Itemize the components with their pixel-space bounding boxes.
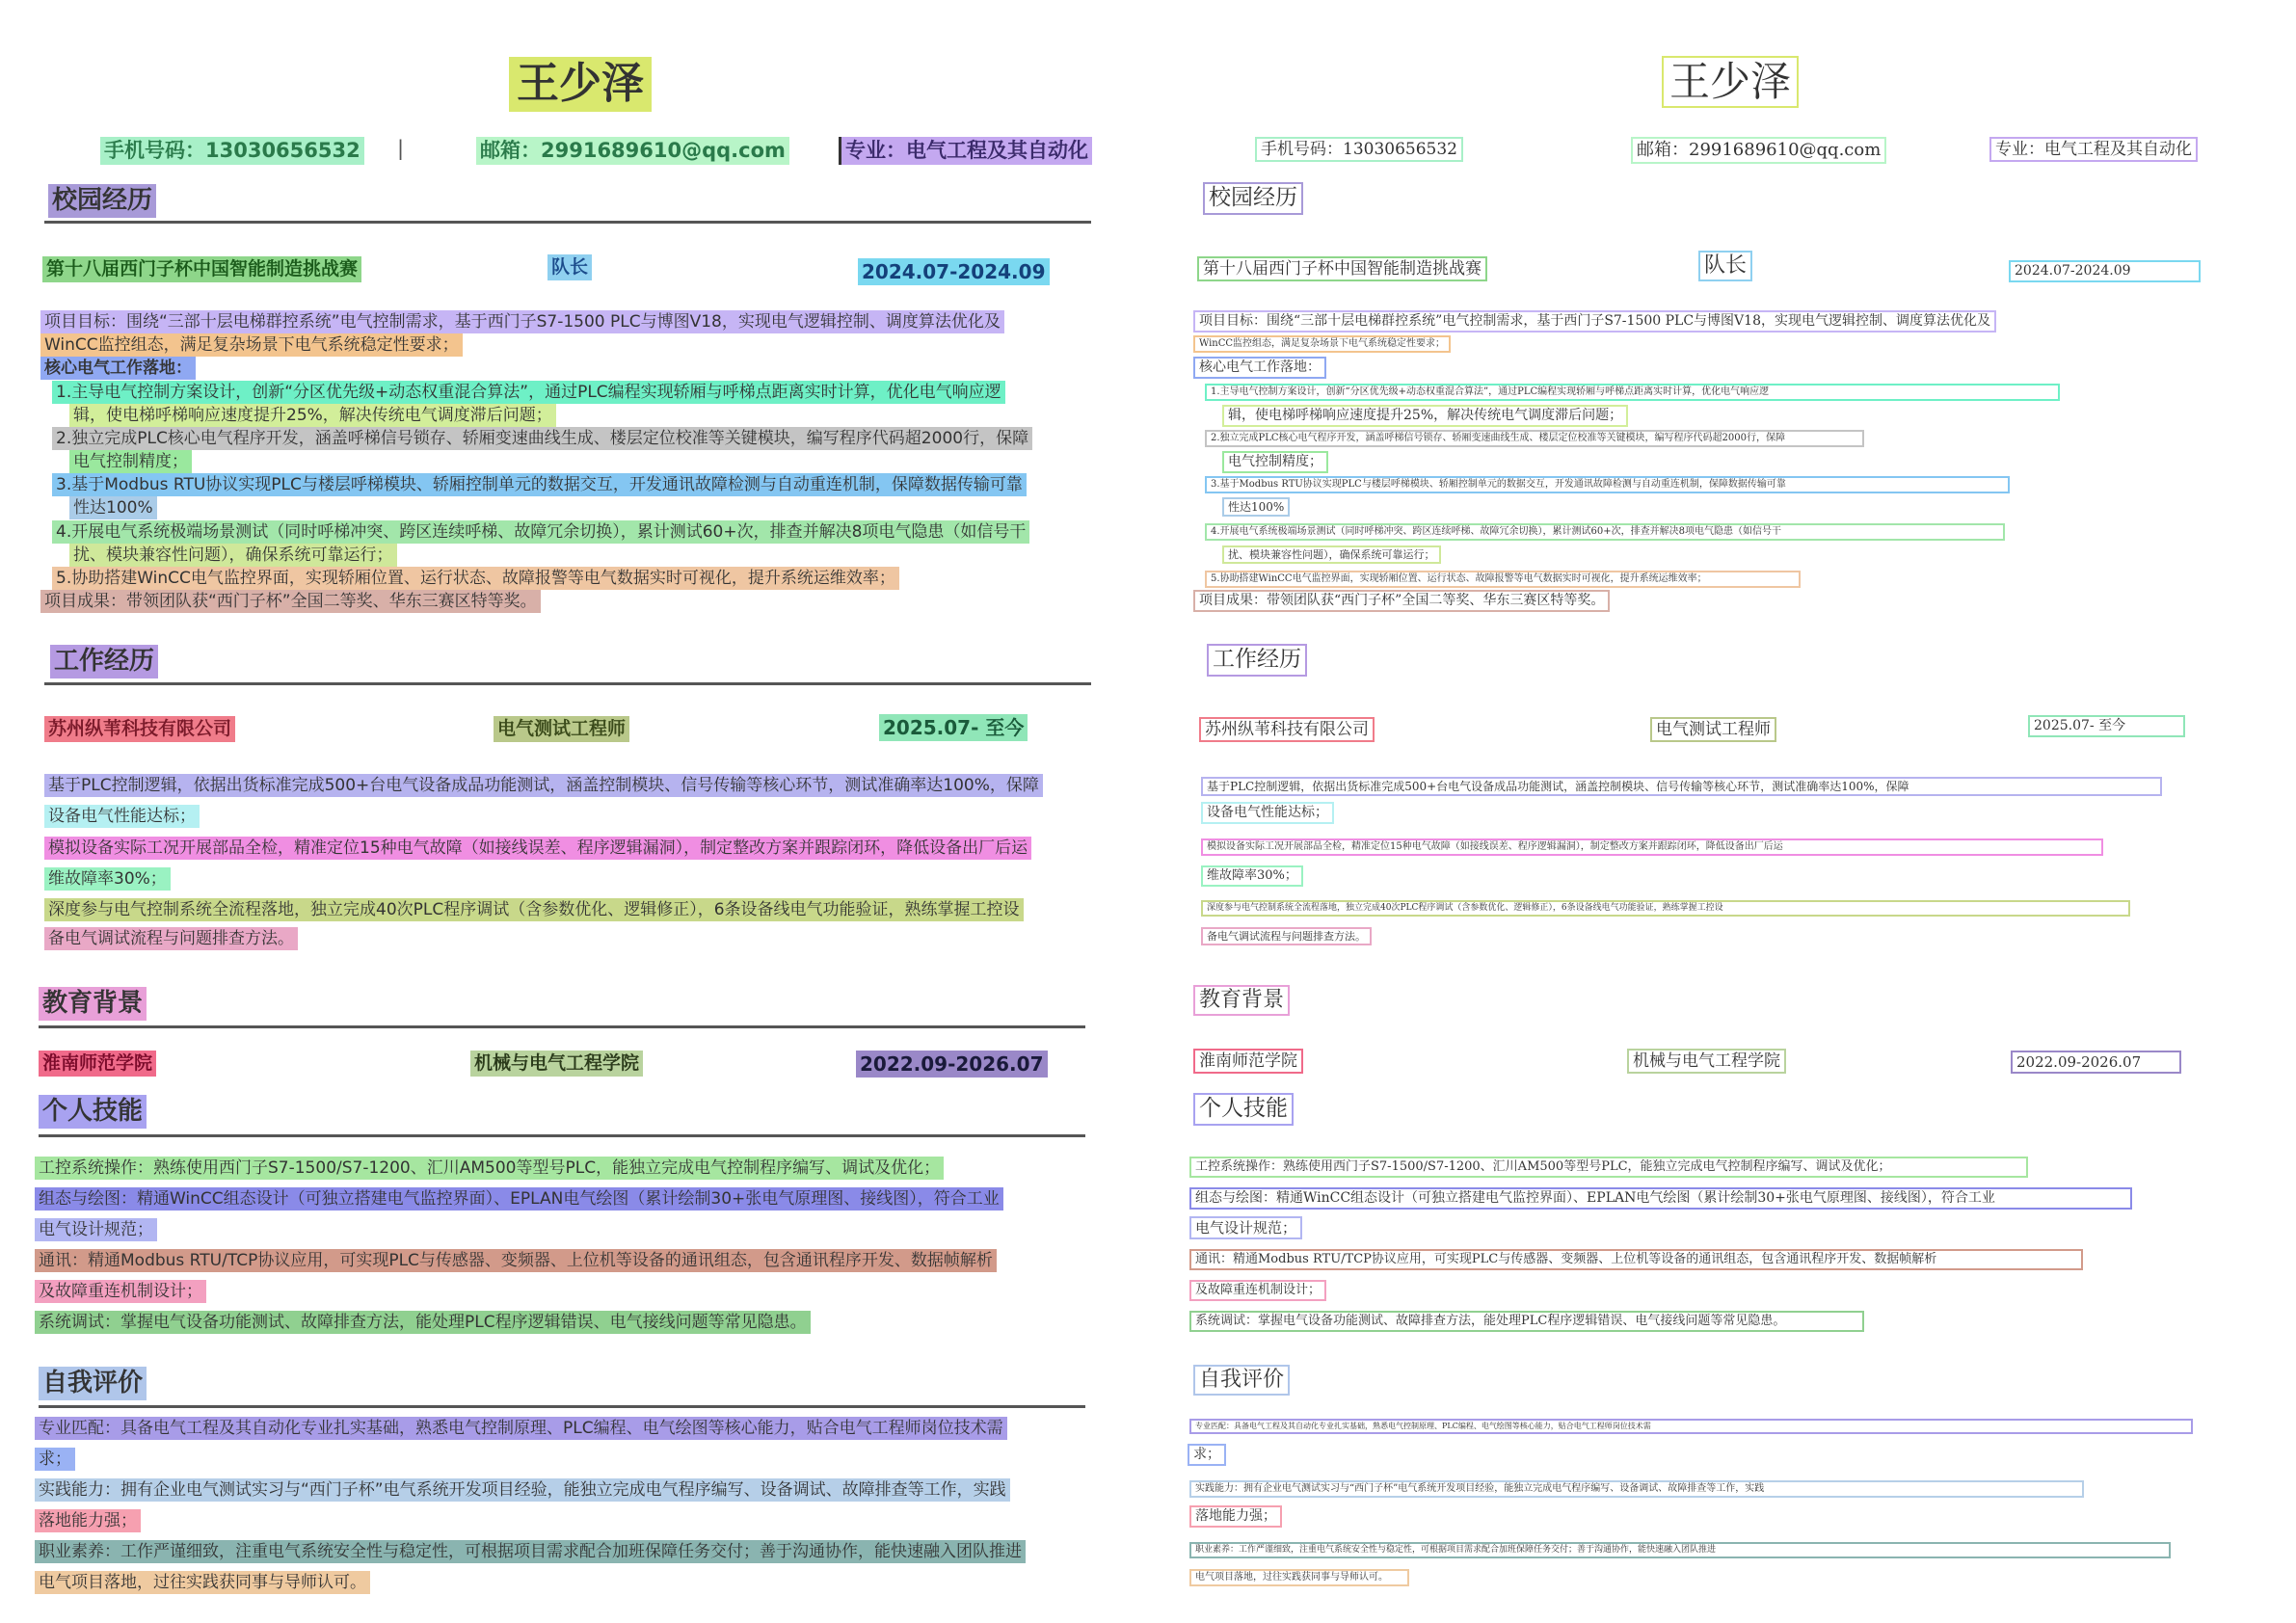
email-field: 邮箱：2991689610@qq.com — [1631, 137, 1886, 164]
eval-line: 职业素养：工作严谨细致，注重电气系统安全性与稳定性，可根据项目需求配合加班保障任务交付；善于沟通协作，能快速融入团队推进 — [1189, 1542, 2171, 1558]
skill-line: 及故障重连机制设计； — [1189, 1280, 1326, 1301]
section-heading-eval: 自我评价 — [1193, 1365, 1290, 1396]
work-role: 电气测试工程师 — [1650, 717, 1776, 742]
campus-line: WinCC监控组态，满足复杂场景下电气系统稳定性要求； — [40, 333, 463, 357]
work-line: 模拟设备实际工况开展部品全检，精准定位15种电气故障（如接线误差、程序逻辑漏洞），制定整改方案并跟踪闭环，降低设备出厂后运 — [44, 837, 1031, 860]
eval-line: 实践能力：拥有企业电气测试实习与“西门子杯”电气系统开发项目经验，能独立完成电气程序编写、设备调试、故障排查等工作，实践 — [35, 1478, 1010, 1502]
section-divider — [39, 1405, 1085, 1408]
campus-line: 项目目标：围绕“三部十层电梯群控系统”电气控制需求，基于西门子S7-1500 PLC与博图V18，实现电气逻辑控制、调度算法优化及 — [40, 310, 1004, 333]
section-heading-work: 工作经历 — [50, 645, 158, 678]
work-line: 设备电气性能达标； — [44, 805, 200, 828]
section-heading-skills: 个人技能 — [39, 1095, 147, 1129]
campus-role: 队长 — [547, 254, 592, 280]
work-date: 2025.07- 至今 — [879, 714, 1028, 741]
work-company: 苏州纵苇科技有限公司 — [1199, 717, 1375, 742]
eval-line: 电气项目落地，过往实践获同事与导师认可。 — [1189, 1569, 1409, 1586]
section-heading-campus: 校园经历 — [1203, 182, 1303, 215]
campus-line: 电气控制精度； — [1222, 451, 1328, 473]
campus-line: 3.基于Modbus RTU协议实现PLC与楼层呼梯模块、轿厢控制单元的数据交互，开发通讯故障检测与自动重连机制，保障数据传输可靠 — [1205, 476, 2010, 493]
campus-date: 2024.07-2024.09 — [2009, 260, 2201, 282]
work-line: 维故障率30%； — [44, 867, 171, 891]
work-date: 2025.07- 至今 — [2028, 715, 2185, 737]
work-line: 基于PLC控制逻辑，依据出货标准完成500+台电气设备成品功能测试，涵盖控制模块、信号传输等核心环节，测试准确率达100%，保障 — [1201, 777, 2162, 796]
section-heading-skills: 个人技能 — [1193, 1093, 1294, 1126]
edu-college: 机械与电气工程学院 — [1627, 1049, 1786, 1074]
campus-role: 队长 — [1698, 251, 1752, 281]
campus-line: 扰、模块兼容性问题），确保系统可靠运行； — [1222, 545, 1441, 564]
contact-separator: | — [397, 137, 405, 160]
campus-line: 2.独立完成PLC核心电气程序开发，涵盖呼梯信号锁存、轿厢变速曲线生成、楼层定位校准等关键模块，编写程序代码超2000行，保障 — [1205, 430, 1864, 447]
campus-title: 第十八届西门子杯中国智能制造挑战赛 — [1197, 256, 1487, 281]
phone-field: 手机号码：13030656532 — [1255, 137, 1463, 162]
campus-line: 扰、模块兼容性问题），确保系统可靠运行； — [69, 544, 397, 567]
campus-line: 辑，使电梯呼梯响应速度提升25%，解决传统电气调度滞后问题； — [69, 404, 556, 427]
eval-line: 求； — [35, 1448, 75, 1471]
campus-line: 5.协助搭建WinCC电气监控界面，实现轿厢位置、运行状态、故障报警等电气数据实时可视化，提升系统运维效率； — [52, 567, 899, 590]
section-heading-work: 工作经历 — [1207, 644, 1307, 677]
section-divider — [44, 221, 1091, 224]
eval-line: 电气项目落地，过往实践获同事与导师认可。 — [35, 1571, 370, 1594]
eval-line: 专业匹配：具备电气工程及其自动化专业扎实基础，熟悉电气控制原理、PLC编程、电气绘图等核心能力，贴合电气工程师岗位技术需 — [35, 1417, 1007, 1440]
name-heading: 王少泽 — [1662, 56, 1799, 108]
eval-line: 实践能力：拥有企业电气测试实习与“西门子杯”电气系统开发项目经验，能独立完成电气程序编写、设备调试、故障排查等工作，实践 — [1189, 1480, 2084, 1498]
phone-field: 手机号码：13030656532 — [100, 137, 364, 165]
campus-title: 第十八届西门子杯中国智能制造挑战赛 — [42, 256, 361, 282]
campus-line: WinCC监控组态，满足复杂场景下电气系统稳定性要求； — [1193, 335, 1451, 353]
work-line: 模拟设备实际工况开展部品全检，精准定位15种电气故障（如接线误差、程序逻辑漏洞），制定整改方案并跟踪闭环，降低设备出厂后运 — [1201, 838, 2103, 856]
work-line: 备电气调试流程与问题排查方法。 — [1201, 927, 1372, 945]
section-divider — [44, 682, 1091, 685]
eval-line: 落地能力强； — [35, 1509, 141, 1532]
campus-line: 5.协助搭建WinCC电气监控界面，实现轿厢位置、运行状态、故障报警等电气数据实时可视化，提升系统运维效率； — [1205, 571, 1801, 588]
skill-line: 工控系统操作：熟练使用西门子S7-1500/S7-1200、汇川AM500等型号PLC，能独立完成电气控制程序编写、调试及优化； — [35, 1157, 944, 1180]
work-line: 深度参与电气控制系统全流程落地，独立完成40次PLC程序调试（含参数优化、逻辑修正），6条设备线电气功能验证，熟练掌握工控设 — [44, 898, 1024, 921]
edu-school: 淮南师范学院 — [39, 1051, 156, 1077]
eval-line: 求； — [1188, 1444, 1226, 1466]
edu-date: 2022.09-2026.07 — [856, 1051, 1048, 1078]
eval-line: 职业素养：工作严谨细致，注重电气系统安全性与稳定性，可根据项目需求配合加班保障任务交付；善于沟通协作，能快速融入团队推进 — [35, 1540, 1026, 1563]
edu-college: 机械与电气工程学院 — [470, 1051, 643, 1077]
work-line: 设备电气性能达标； — [1201, 802, 1334, 824]
campus-line: 1.主导电气控制方案设计，创新“分区优先级+动态权重混合算法”，通过PLC编程实现轿厢与呼梯点距离实时计算，优化电气响应逻 — [52, 381, 1005, 404]
name-heading: 王少泽 — [509, 57, 652, 112]
skill-line: 组态与绘图：精通WinCC组态设计（可独立搭建电气监控界面）、EPLAN电气绘图（累计绘制30+张电气原理图、接线图），符合工业 — [35, 1187, 1003, 1211]
campus-line: 项目成果：带领团队获“西门子杯”全国二等奖、华东三赛区特等奖。 — [1193, 590, 1610, 612]
major-field: 专业：电气工程及其自动化 — [1989, 137, 2198, 162]
campus-line: 电气控制精度； — [69, 450, 192, 473]
campus-line: 辑，使电梯呼梯响应速度提升25%，解决传统电气调度滞后问题； — [1222, 405, 1628, 427]
work-line: 备电气调试流程与问题排查方法。 — [44, 927, 298, 950]
skill-line: 通讯：精通Modbus RTU/TCP协议应用，可实现PLC与传感器、变频器、上位机等设备的通讯组态，包含通讯程序开发、数据帧解析 — [1189, 1249, 2083, 1270]
campus-line: 项目目标：围绕“三部十层电梯群控系统”电气控制需求，基于西门子S7-1500 PLC与博图V18，实现电气逻辑控制、调度算法优化及 — [1193, 310, 1996, 333]
skill-line: 电气设计规范； — [1189, 1216, 1302, 1239]
campus-line: 3.基于Modbus RTU协议实现PLC与楼层呼梯模块、轿厢控制单元的数据交互，开发通讯故障检测与自动重连机制，保障数据传输可靠 — [52, 473, 1027, 496]
campus-line: 性达100% — [1222, 497, 1290, 517]
campus-line: 2.独立完成PLC核心电气程序开发，涵盖呼梯信号锁存、轿厢变速曲线生成、楼层定位校准等关键模块，编写程序代码超2000行，保障 — [52, 427, 1032, 450]
work-company: 苏州纵苇科技有限公司 — [44, 716, 235, 742]
campus-date: 2024.07-2024.09 — [858, 258, 1050, 285]
major-field: 专业：电气工程及其自动化 — [839, 137, 1092, 165]
campus-line: 性达100% — [69, 496, 157, 519]
section-heading-campus: 校园经历 — [48, 184, 156, 218]
campus-line: 4.开展电气系统极端场景测试（同时呼梯冲突、跨区连续呼梯、故障冗余切换），累计测试60+次，排查并解决8项电气隐患（如信号干 — [52, 520, 1029, 544]
skill-line: 系统调试：掌握电气设备功能测试、故障排查方法，能处理PLC程序逻辑错误、电气接线问题等常见隐患。 — [35, 1311, 811, 1334]
section-divider — [39, 1025, 1085, 1028]
campus-line: 核心电气工作落地： — [1193, 357, 1326, 379]
campus-line: 项目成果：带领团队获“西门子杯”全国二等奖、华东三赛区特等奖。 — [40, 590, 541, 613]
skill-line: 系统调试：掌握电气设备功能测试、故障排查方法，能处理PLC程序逻辑错误、电气接线问题等常见隐患。 — [1189, 1311, 1864, 1332]
edu-date: 2022.09-2026.07 — [2011, 1051, 2181, 1074]
eval-line: 专业匹配：具备电气工程及其自动化专业扎实基础，熟悉电气控制原理、PLC编程、电气绘图等核心能力，贴合电气工程师岗位技术需 — [1189, 1419, 2193, 1434]
edu-school: 淮南师范学院 — [1193, 1049, 1303, 1074]
skill-line: 组态与绘图：精通WinCC组态设计（可独立搭建电气监控界面）、EPLAN电气绘图（累计绘制30+张电气原理图、接线图），符合工业 — [1189, 1187, 2132, 1210]
campus-line: 4.开展电气系统极端场景测试（同时呼梯冲突、跨区连续呼梯、故障冗余切换），累计测试60+次，排查并解决8项电气隐患（如信号干 — [1205, 523, 2005, 541]
section-heading-edu: 教育背景 — [39, 987, 147, 1021]
skill-line: 电气设计规范； — [35, 1218, 157, 1241]
work-line: 深度参与电气控制系统全流程落地，独立完成40次PLC程序调试（含参数优化、逻辑修正），6条设备线电气功能验证，熟练掌握工控设 — [1201, 900, 2130, 917]
skill-line: 工控系统操作：熟练使用西门子S7-1500/S7-1200、汇川AM500等型号PLC，能独立完成电气控制程序编写、调试及优化； — [1189, 1157, 2028, 1178]
work-line: 基于PLC控制逻辑，依据出货标准完成500+台电气设备成品功能测试，涵盖控制模块、信号传输等核心环节，测试准确率达100%，保障 — [44, 774, 1043, 797]
skill-line: 通讯：精通Modbus RTU/TCP协议应用，可实现PLC与传感器、变频器、上位机等设备的通讯组态，包含通讯程序开发、数据帧解析 — [35, 1249, 997, 1272]
skill-line: 及故障重连机制设计； — [35, 1280, 206, 1303]
campus-line: 核心电气工作落地： — [40, 357, 196, 380]
work-line: 维故障率30%； — [1201, 865, 1303, 887]
section-divider — [39, 1134, 1085, 1137]
section-heading-edu: 教育背景 — [1193, 985, 1290, 1016]
section-heading-eval: 自我评价 — [39, 1367, 147, 1400]
campus-line: 1.主导电气控制方案设计，创新“分区优先级+动态权重混合算法”，通过PLC编程实现轿厢与呼梯点距离实时计算，优化电气响应逻 — [1205, 384, 2060, 401]
eval-line: 落地能力强； — [1189, 1505, 1282, 1528]
work-role: 电气测试工程师 — [494, 716, 629, 742]
email-field: 邮箱：2991689610@qq.com — [476, 137, 789, 165]
